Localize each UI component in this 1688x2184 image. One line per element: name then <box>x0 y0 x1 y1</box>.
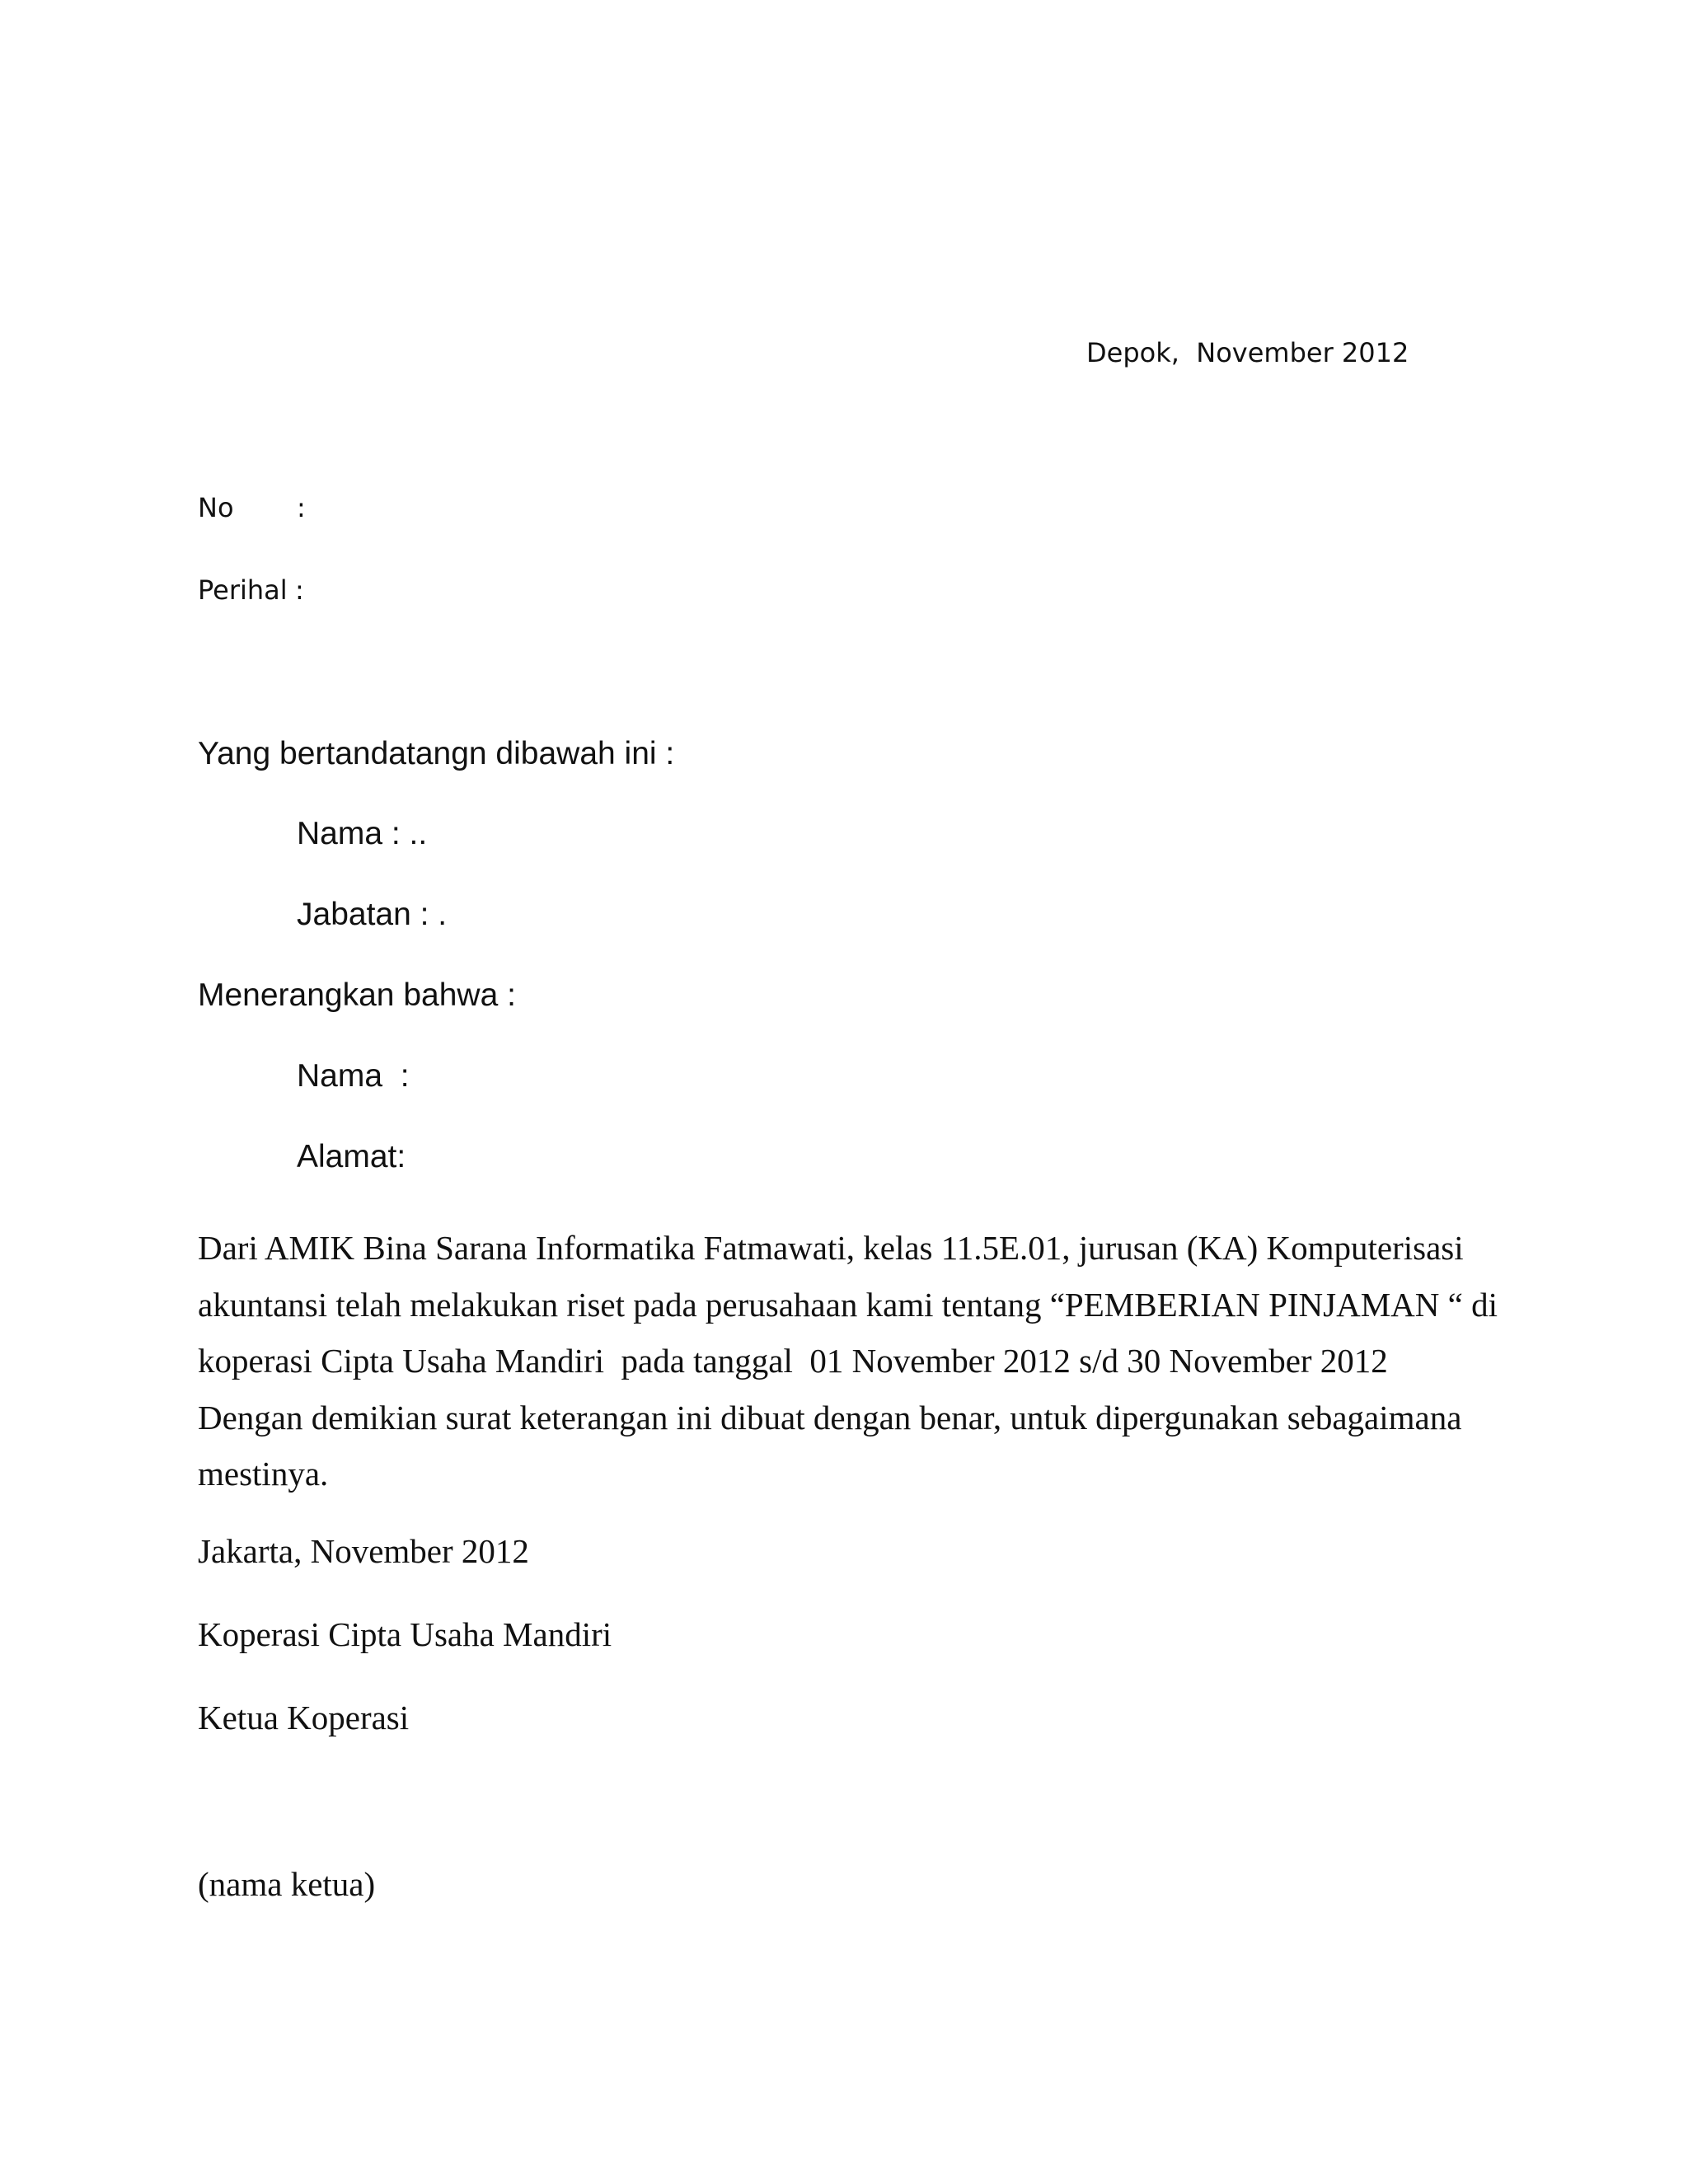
subject-label: Perihal <box>198 574 288 606</box>
number-colon: : <box>297 492 306 523</box>
letter-place-date: Depok, November 2012 <box>1086 337 1409 368</box>
body-line: mestinya. <box>198 1455 329 1493</box>
body-line: akuntansi telah melakukan riset pada perusahaan kami tentang “PEMBERIAN PINJAMAN “ di <box>198 1285 1498 1324</box>
statement-line: Menerangkan bahwa : <box>198 977 516 1013</box>
body-paragraph <box>198 1220 1498 1502</box>
body-line: koperasi Cipta Usaha Mandiri pada tanggal 01 November 2012 s/d 30 November 2012 <box>198 1342 1388 1380</box>
student-name-field: Nama : <box>297 1058 410 1094</box>
intro-line: Yang bertandatangn dibawah ini : <box>198 736 675 771</box>
signer-position-field: Jabatan : . <box>297 897 448 932</box>
body-line: Dengan demikian surat keterangan ini dibuat dengan benar, untuk dipergunakan sebagaimana <box>198 1398 1462 1436</box>
signer-name-field: Nama : .. <box>297 816 428 851</box>
subject-colon: : <box>295 574 304 606</box>
number-label: No <box>198 492 234 523</box>
signatory-position: Ketua Koperasi <box>198 1699 410 1736</box>
student-address-field: Alamat: <box>297 1139 406 1174</box>
body-line: Dari AMIK Bina Sarana Informatika Fatmawati, kelas 11.5E.01, jurusan (KA) Komputerisasi <box>198 1229 1464 1267</box>
signatory-name: (nama ketua) <box>198 1865 376 1903</box>
organization-name: Koperasi Cipta Usaha Mandiri <box>198 1615 612 1653</box>
closing-place-date: Jakarta, November 2012 <box>198 1532 529 1570</box>
